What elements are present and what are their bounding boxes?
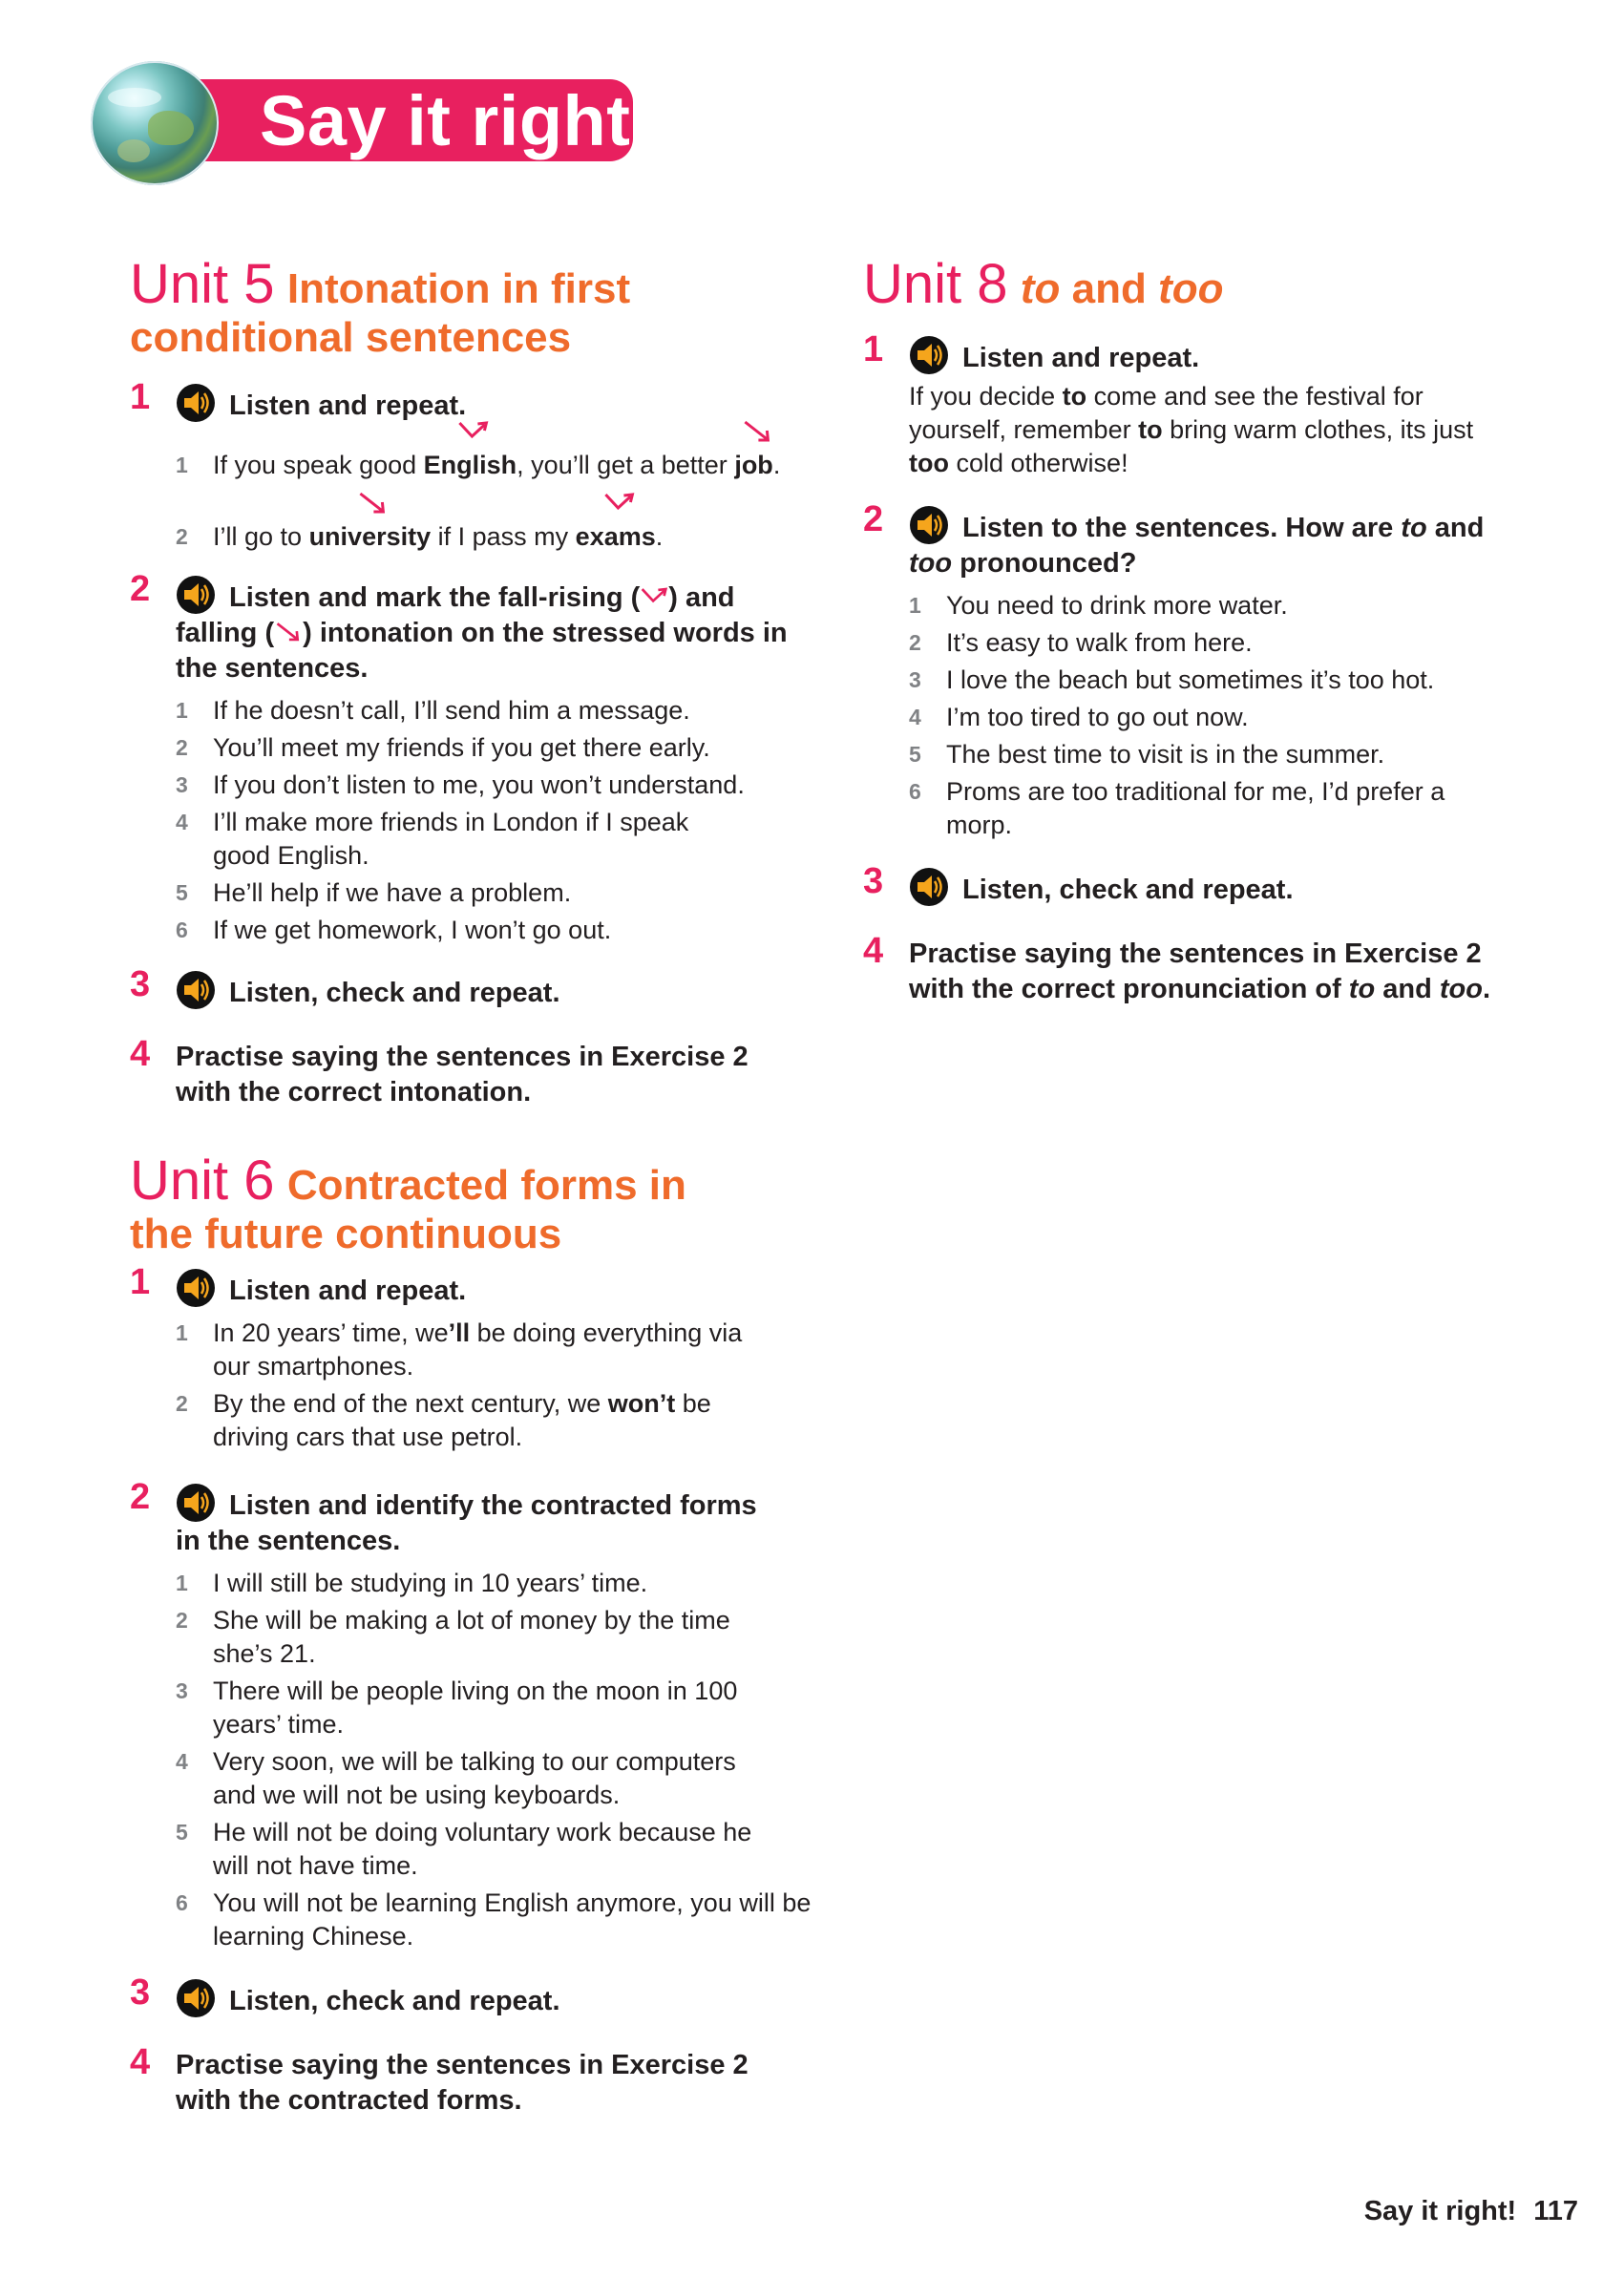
unit6-heading: Unit 6 Contracted forms in the future continuous bbox=[130, 1150, 686, 1257]
unit5-ex2-list bbox=[176, 694, 817, 947]
stressed-word: job bbox=[734, 451, 773, 480]
unit8-heading: Unit 8 to and too bbox=[863, 253, 1224, 315]
right-column bbox=[863, 253, 1522, 1007]
unit5-exercise-1 bbox=[130, 377, 817, 554]
speaker-icon[interactable] bbox=[176, 1268, 216, 1308]
unit5-ex1-list bbox=[176, 449, 817, 554]
page-title: Say it right! bbox=[260, 81, 655, 160]
list-item: 2 You’ll meet my friends if you get there early. bbox=[176, 733, 710, 763]
list-item: 5 The best time to visit is in the summer. bbox=[909, 739, 1385, 769]
exercise-number: 1 bbox=[130, 377, 151, 418]
list-item: 4 Very soon, we will be talking to our computers and we will not be using keyboards. bbox=[176, 1747, 736, 1810]
fall-rise-arrow-icon bbox=[457, 419, 490, 444]
unit6-exercise-4: 4 Practise saying the sentences in Exercise 2 with the contracted forms. bbox=[130, 2042, 749, 2117]
list-item: 2 I’ll go to university if I pass my exams. bbox=[176, 520, 817, 554]
unit8-section bbox=[863, 253, 1522, 1007]
list-item: 6 Proms are too traditional for me, I’d prefer a morp. bbox=[909, 776, 1445, 839]
unit5-exercise-2: 2 Listen and mark the fall-rising ( ) and falling ( ) intonation on the stressed words in the sentences. 1 If he doesn’t call, I’ll send him a message. 2 You’ll meet my friends if you get there early. 3 If you don’t listen to me, you won’t understand. 4 I’ll make more friends in London if I speak good English. 5 He’ll help if we have a problem. 6 If we get homework, I won’t go out. bbox=[130, 575, 817, 947]
unit8-exercise-1: 1 Listen and repeat. If you decide to come and see the festival for yourself, remember to bring warm clothes, its just too cold otherwise! bbox=[863, 335, 1522, 480]
unit5-exercise-4: 4 Practise saying the sentences in Exercise 2 with the correct intonation. bbox=[130, 1034, 749, 1108]
unit5-section bbox=[130, 253, 817, 1110]
paragraph: If you decide to come and see the festival for yourself, remember to bring warm clothes, its just too cold otherwise! bbox=[909, 381, 1474, 477]
stressed-word: exams bbox=[575, 522, 656, 552]
unit6-exercise-1: 1 Listen and repeat. 1 In 20 years’ time, we’ll be doing everything via our smartphones. 2 By the end of the next century, we won’t be driving cars that use petrol. bbox=[130, 1268, 817, 1454]
list-item: 1 If he doesn’t call, I’ll send him a message. bbox=[176, 696, 690, 726]
list-item: 1 You need to drink more water. bbox=[909, 590, 1288, 620]
list-item: 6 If we get homework, I won’t go out. bbox=[176, 916, 612, 945]
list-item: 1 I will still be studying in 10 years’ time. bbox=[176, 1569, 648, 1598]
list-item: 6 You will not be learning English anymore, you will be learning Chinese. bbox=[176, 1888, 812, 1951]
fall-arrow-icon bbox=[357, 491, 390, 516]
globe-icon bbox=[91, 61, 219, 185]
unit5-title-line2: conditional sentences bbox=[130, 313, 572, 361]
fall-arrow-icon bbox=[741, 419, 773, 444]
speaker-icon[interactable] bbox=[176, 1978, 216, 2018]
page-footer bbox=[1364, 2196, 1578, 2227]
list-item: 3 I love the beach but sometimes it’s too hot. bbox=[909, 664, 1435, 694]
speaker-icon[interactable] bbox=[176, 1483, 216, 1523]
speaker-icon[interactable] bbox=[176, 575, 216, 615]
exercise-instruction: Listen and repeat. bbox=[229, 390, 467, 422]
speaker-icon[interactable] bbox=[176, 383, 216, 423]
footer-label: Say it right! bbox=[1363, 2196, 1517, 2226]
list-item: 5 He’ll help if we have a problem. bbox=[176, 878, 572, 908]
fall-rise-arrow-icon bbox=[640, 585, 668, 608]
unit8-exercise-4: 4 Practise saying the sentences in Exercise 2 with the correct pronunciation of to and too. bbox=[863, 930, 1490, 1004]
unit5-exercise-3: 3 Listen, check and repeat. bbox=[130, 964, 560, 1009]
unit5-title: Intonation in first bbox=[286, 265, 631, 312]
list-item: 5 He will not be doing voluntary work because he will not have time. bbox=[176, 1818, 752, 1881]
list-item: 2 She will be making a lot of money by the time she’s 21. bbox=[176, 1606, 730, 1669]
unit5-number: Unit 5 bbox=[130, 253, 275, 315]
page-number: 117 bbox=[1533, 2196, 1578, 2226]
speaker-icon[interactable] bbox=[909, 335, 949, 375]
list-item: 2 It’s easy to walk from here. bbox=[909, 627, 1253, 657]
speaker-icon[interactable] bbox=[909, 867, 949, 907]
stressed-word: English bbox=[423, 451, 517, 480]
list-item: 1 In 20 years’ time, we’ll be doing everything via our smartphones. bbox=[176, 1318, 743, 1382]
unit6-exercise-2: 2 Listen and identify the contracted forms in the sentences. 1 I will still be studying in 10 years’ time. 2 She will be making a lot of money by the time she’s 21. 3 There will be people living on the moon in 100 years’ time. 4 Very soon, we will be talking to our computers and we will not be using keyboards. 5 He will not be doing voluntary work because he will not have time. 6 You will not be learning English anymore, you will be learning Chinese. bbox=[130, 1483, 817, 1953]
list-item: 1 If you speak good English, you’ll get a better job. bbox=[176, 449, 817, 482]
fall-rise-arrow-icon bbox=[602, 491, 635, 516]
stressed-word: university bbox=[308, 522, 432, 552]
unit5-heading bbox=[130, 253, 817, 361]
speaker-icon[interactable] bbox=[909, 505, 949, 545]
unit8-exercise-2: 2 Listen to the sentences. How are to and too pronounced? 1 You need to drink more water. 2 It’s easy to walk from here. 3 I love the beach but sometimes it’s too hot. 4 I’m too tired to go out now. 5 The best time to visit is in the summer. 6 Proms are too traditional for me, I’d prefer a morp. bbox=[863, 505, 1522, 842]
list-item: 2 By the end of the next century, we won’t be driving cars that use petrol. bbox=[176, 1389, 711, 1452]
unit6-exercise-3: 3 Listen, check and repeat. bbox=[130, 1972, 560, 2017]
unit6-section bbox=[130, 1152, 817, 2119]
list-item: 4 I’m too tired to go out now. bbox=[909, 702, 1249, 731]
fall-arrow-icon bbox=[274, 621, 303, 643]
list-item: 4 I’ll make more friends in London if I speak good English. bbox=[176, 808, 689, 871]
left-column bbox=[130, 253, 817, 2119]
unit8-exercise-3: 3 Listen, check and repeat. bbox=[863, 860, 1294, 905]
list-item: 3 There will be people living on the moon in 100 years’ time. bbox=[176, 1677, 738, 1740]
speaker-icon[interactable] bbox=[176, 970, 216, 1010]
list-item: 3 If you don’t listen to me, you won’t understand. bbox=[176, 770, 745, 800]
